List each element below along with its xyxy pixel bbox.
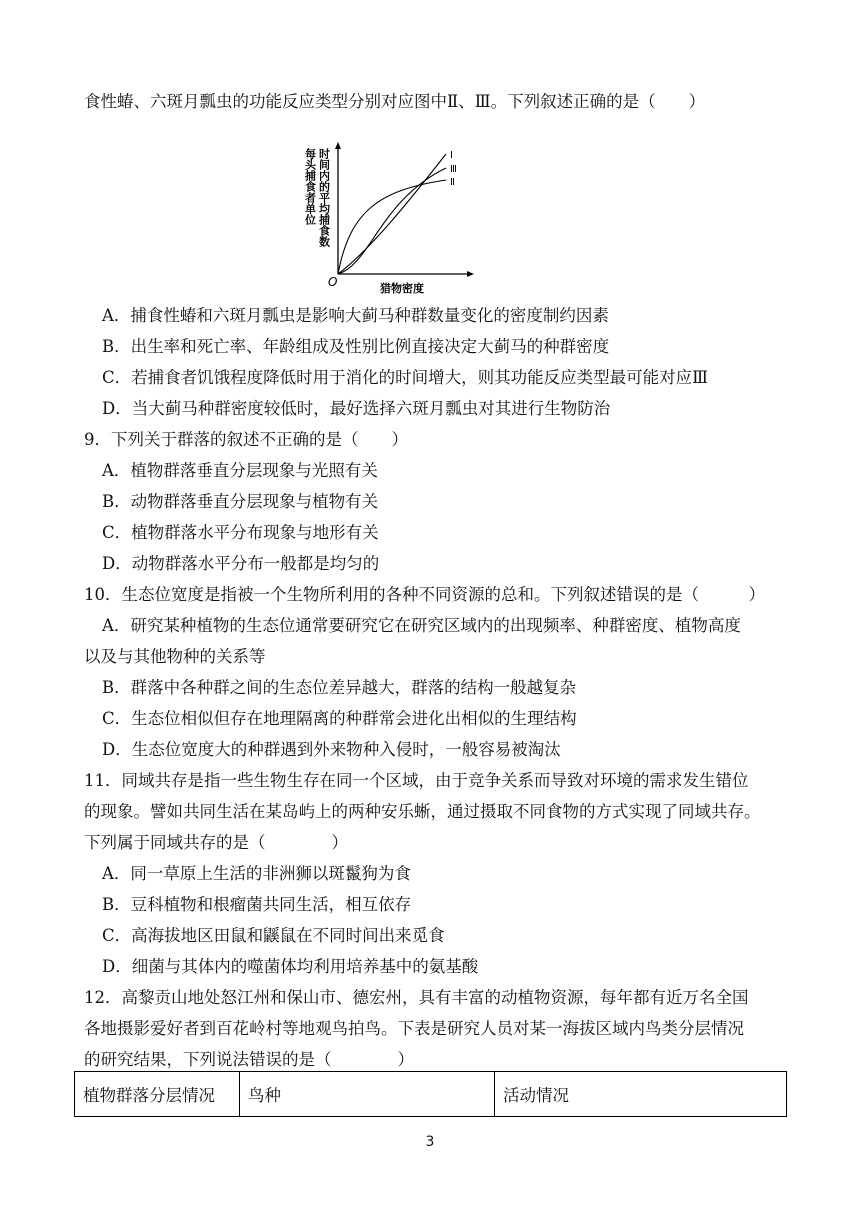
question-11-stem-line2: 的现象。譬如共同生活在某岛屿上的两种安乐蜥，通过摄取不同食物的方式实现了同域共存。 bbox=[84, 802, 761, 821]
figure-xlabel: 猎物密度 bbox=[380, 282, 424, 295]
q10-option-a-continued: 以及与其他物种的关系等 bbox=[84, 647, 266, 666]
q9-option-b: B．动物群落垂直分层现象与植物有关 bbox=[102, 492, 379, 511]
question-12-stem-line3: 的研究结果，下列说法错误的是（ ） bbox=[84, 1050, 414, 1069]
functional-response-figure bbox=[300, 140, 500, 300]
q9-option-d: D．动物群落水平分布一般都是均匀的 bbox=[102, 554, 380, 573]
curve-label-ii: Ⅱ bbox=[450, 177, 455, 188]
bird-layer-table bbox=[74, 1071, 787, 1117]
curve-label-iii: Ⅲ bbox=[450, 164, 457, 175]
q8-option-c: C．若捕食者饥饿程度降低时用于消化的时间增大，则其功能反应类型最可能对应Ⅲ bbox=[102, 368, 709, 387]
question-9-stem: 9．下列关于群落的叙述不正确的是（ ） bbox=[84, 430, 408, 449]
q10-option-c: C．生态位相似但存在地理隔离的种群常会进化出相似的生理结构 bbox=[102, 709, 577, 728]
figure-ylabel-col2: 时间内的平均捕食数 bbox=[317, 148, 331, 247]
question-12-stem-line1: 12．高黎贡山地处怒江州和保山市、德宏州，具有丰富的动植物资源，每年都有近万名全国 bbox=[84, 988, 749, 1007]
curve-label-i: Ⅰ bbox=[450, 150, 453, 161]
q10-option-a: A．研究某种植物的生态位通常要研究它在研究区域内的出现频率、种群密度、植物高度 bbox=[102, 616, 741, 635]
table-header-layer: 植物群落分层情况 bbox=[75, 1072, 240, 1117]
question-10-stem: 10．生态位宽度是指被一个生物所利用的各种不同资源的总和。下列叙述错误的是（ ） bbox=[84, 585, 765, 604]
figure-x-arrow bbox=[467, 271, 474, 277]
table-header-bird-species: 鸟种 bbox=[240, 1072, 495, 1117]
q10-option-d: D．生态位宽度大的种群遇到外来物种入侵时，一般容易被淘汰 bbox=[102, 740, 561, 759]
q11-option-d: D．细菌与其体内的噬菌体均利用培养基中的氨基酸 bbox=[102, 957, 479, 976]
q8-option-b: B．出生率和死亡率、年龄组成及性别比例直接决定大蓟马的种群密度 bbox=[102, 337, 610, 356]
q8-option-d: D．当大蓟马种群密度较低时，最好选择六斑月瓢虫对其进行生物防治 bbox=[102, 399, 611, 418]
q11-option-b: B．豆科植物和根瘤菌共同生活，相互依存 bbox=[102, 895, 412, 914]
q9-option-a: A．植物群落垂直分层现象与光照有关 bbox=[102, 461, 378, 480]
figure-ylabel-col1: 每头捕食者单位 bbox=[303, 148, 317, 225]
q11-option-c: C．高海拔地区田鼠和鼷鼠在不同时间出来觅食 bbox=[102, 926, 445, 945]
q8-option-a: A．捕食性蝽和六斑月瓢虫是影响大蓟马种群数量变化的密度制约因素 bbox=[102, 306, 609, 325]
q9-option-c: C．植物群落水平分布现象与地形有关 bbox=[102, 523, 379, 542]
curve-i bbox=[338, 154, 446, 274]
table-header-row bbox=[75, 1072, 787, 1117]
q10-option-b: B．群落中各种群之间的生态位差异越大，群落的结构一般越复杂 bbox=[102, 678, 577, 697]
table-header-activity: 活动情况 bbox=[495, 1072, 787, 1117]
question-11-stem-line1: 11．同域共存是指一些生物生存在同一个区域，由于竞争关系而导致对环境的需求发生错位 bbox=[84, 771, 749, 790]
figure-y-arrow bbox=[335, 142, 341, 149]
question-12-stem-line2: 各地摄影爱好者到百花岭村等地观鸟拍鸟。下表是研究人员对某一海拔区域内鸟类分层情况 bbox=[84, 1019, 744, 1038]
page-number: 3 bbox=[425, 1134, 435, 1150]
q11-option-a: A．同一草原上生活的非洲狮以斑鬣狗为食 bbox=[102, 864, 411, 883]
figure-origin: O bbox=[328, 275, 338, 289]
question-8-intro: 食性蝽、六斑月瓢虫的功能反应类型分别对应图中Ⅱ、Ⅲ。下列叙述正确的是（ ） bbox=[84, 92, 706, 111]
question-11-stem-line3: 下列属于同域共存的是（ ） bbox=[84, 833, 348, 852]
